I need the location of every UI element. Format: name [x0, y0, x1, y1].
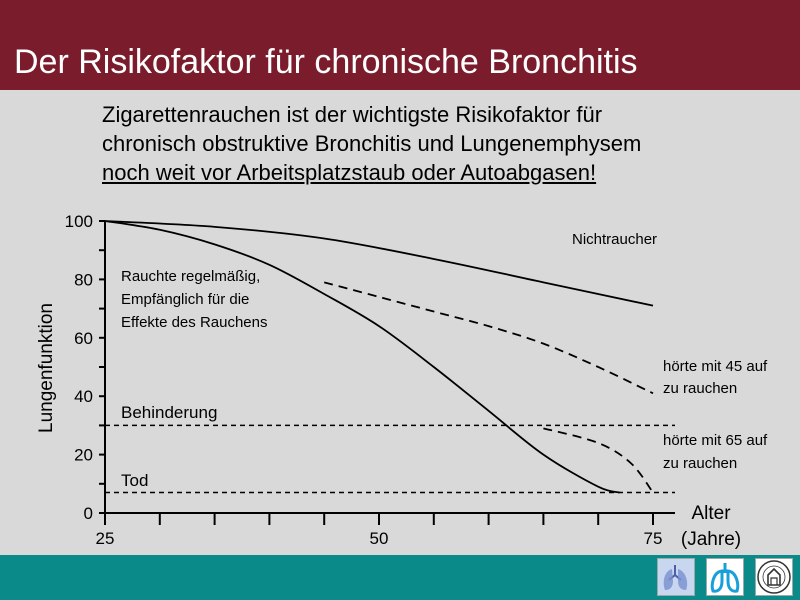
annotation-nonsmoker: Nichtraucher: [572, 231, 658, 248]
series-line-smoker: [105, 221, 620, 493]
annotation-quit65-line-2: zu rauchen: [663, 455, 738, 472]
y-axis-label: Lungenfunktion: [36, 303, 57, 433]
intro-line-2: chronisch obstruktive Bronchitis und Lungenemphysem: [102, 131, 642, 156]
annotation-quit45-line-1: hörte mit 45 auf: [663, 358, 768, 375]
annotation-smoker-line-1: Rauchte regelmäßig,: [121, 268, 261, 285]
y-tick-label: 60: [74, 328, 93, 348]
lung-outline-logo-icon: [706, 558, 744, 596]
series-line-quit-45: [324, 282, 653, 393]
x-tick-label: 25: [95, 529, 115, 548]
intro-line-3: noch weit vor Arbeitsplatzstaub oder Autoabgasen!: [102, 160, 597, 185]
x-tick-label: 75: [643, 529, 663, 548]
intro-line-1: Zigarettenrauchen ist der wichtigste Risikofaktor für: [102, 102, 603, 127]
y-tick-label: 0: [83, 504, 93, 523]
reference-label-death: Tod: [121, 471, 149, 490]
y-tick-label: 80: [74, 270, 93, 290]
x-axis-label-line-1: Alter: [691, 503, 731, 524]
x-axis-label-line-2: (Jahre): [680, 529, 742, 550]
y-tick-label: 100: [64, 212, 93, 231]
series-line-quit-65: [543, 428, 653, 492]
y-tick-label: 40: [74, 387, 93, 407]
x-tick-label: 50: [369, 529, 389, 548]
slide-title: Der Risikofaktor für chronische Bronchitis: [14, 43, 638, 81]
y-tick-label: 20: [74, 445, 93, 465]
annotation-smoker-line-2: Empfänglich für die: [121, 291, 250, 308]
reference-label-disability: Behinderung: [121, 403, 218, 422]
annotation-quit65-line-1: hörte mit 65 auf: [663, 432, 768, 449]
annotation-quit45-line-2: zu rauchen: [663, 380, 738, 397]
lung-logo-icon: [657, 558, 695, 596]
society-seal-logo-icon: [755, 558, 793, 596]
annotation-smoker-line-3: Effekte des Rauchens: [121, 314, 268, 331]
